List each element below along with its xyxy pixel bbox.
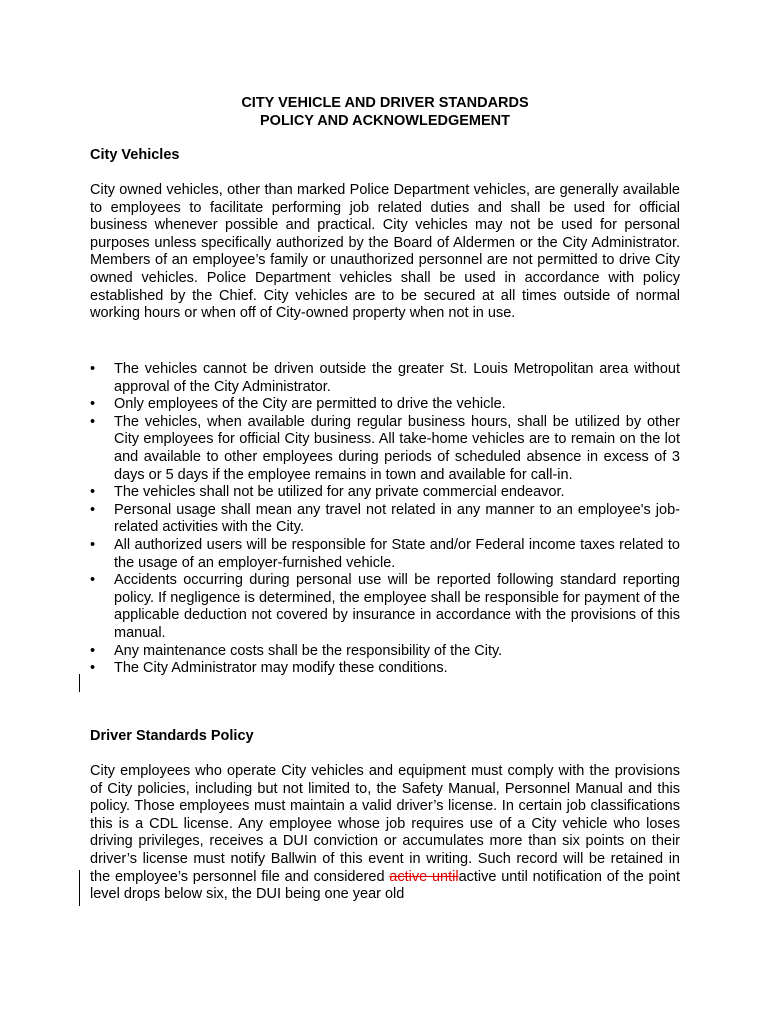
bullet-item <box>90 414 680 484</box>
section-heading-driver-standards: Driver Standards Policy <box>90 728 254 744</box>
section-heading-city-vehicles: City Vehicles <box>90 147 180 163</box>
bullet-item <box>90 502 680 537</box>
bullet-icon: • <box>90 413 96 430</box>
document-title-line-1: CITY VEHICLE AND DRIVER STANDARDS <box>241 95 529 111</box>
bullet-item <box>90 484 680 502</box>
bullet-icon: • <box>90 361 96 377</box>
bullet-item <box>90 361 680 396</box>
bullet-text: Any maintenance costs shall be the responsibility of the City. <box>114 642 503 659</box>
bullet-icon: • <box>90 396 96 413</box>
bullet-icon: • <box>90 642 96 659</box>
bullet-text: The vehicles, when available during regular business hours, shall be utilized by other City employees for official City business. All take-home vehicles are to remain on the lot and available to other employees during periods of scheduled absence in excess of 3 days or 5 days if the employee remains in town and available for call-in. <box>114 413 680 483</box>
driver-standards-text: City employees who operate City vehicles and equipment must comply with the provisions of City policies, including but not limited to, the Safety Manual, Personnel Manual and this policy. Those employees must maintain a valid driver’s license. In certain job classifications this is a CDL license. Any employee whose job requires use of a City vehicle who loses driving privileges, receives a DUI conviction or accumulates more than six points on their driver’s license must notify Ballwin of this event in writing. Such record will be retained in the employee’s personnel file and considered <box>90 763 680 885</box>
bullet-item <box>90 643 680 661</box>
bullet-icon: • <box>90 572 96 589</box>
bullet-item <box>90 660 680 678</box>
bullet-icon: • <box>90 501 96 518</box>
bullet-text: Personal usage shall mean any travel not related in any manner to an employee's job-related activities with the City. <box>114 501 680 536</box>
document-title-line-2: POLICY AND ACKNOWLEDGEMENT <box>260 113 510 129</box>
bullet-item <box>90 537 680 572</box>
bullet-icon: • <box>90 660 96 677</box>
bullet-text: The City Administrator may modify these conditions. <box>114 660 448 677</box>
bullet-text: All authorized users will be responsible for State and/or Federal income taxes related to the usage of an employer-furnished vehicle. <box>114 536 680 571</box>
bullet-text: The vehicles shall not be utilized for any private commercial endeavor. <box>114 484 565 501</box>
bullet-icon: • <box>90 484 96 501</box>
bullet-item <box>90 396 680 414</box>
driver-standards-text-continued: active until notification of the point level drops below six, the DUI being one year old <box>90 868 680 903</box>
city-vehicles-paragraph: City owned vehicles, other than marked Police Department vehicles, are generally available to employees to facilitate performing job related duties and shall be used for official business whenever possible and practical. City vehicles may not be used for personal purposes unless specifically authorized by the Board of Aldermen or the City Administrator. Members of an employee’s family or unauthorized personnel are not permitted to drive City owned vehicles. Police Department vehicles shall be used in accordance with policy established by the Chief. City vehicles are to be secured at all times outside of normal working hours or when off of City-owned property when not in use. <box>90 182 680 322</box>
driver-standards-paragraph <box>90 763 680 904</box>
bullet-item <box>90 572 680 642</box>
bullet-text: The vehicles cannot be driven outside the greater St. Louis Metropolitan area without approval of the City Administrator. <box>114 361 680 395</box>
revision-change-bar <box>79 674 80 692</box>
revision-change-bar <box>79 870 80 906</box>
city-vehicles-bullet-list <box>90 361 680 678</box>
deleted-text: active until <box>389 868 459 885</box>
bullet-icon: • <box>90 536 96 553</box>
bullet-text: Only employees of the City are permitted to drive the vehicle. <box>114 396 506 413</box>
bullet-text: Accidents occurring during personal use will be reported following standard reporting policy. If negligence is determined, the employee shall be responsible for payment of the applicable deduction not covered by insurance in accordance with the provisions of this manual. <box>114 572 680 641</box>
